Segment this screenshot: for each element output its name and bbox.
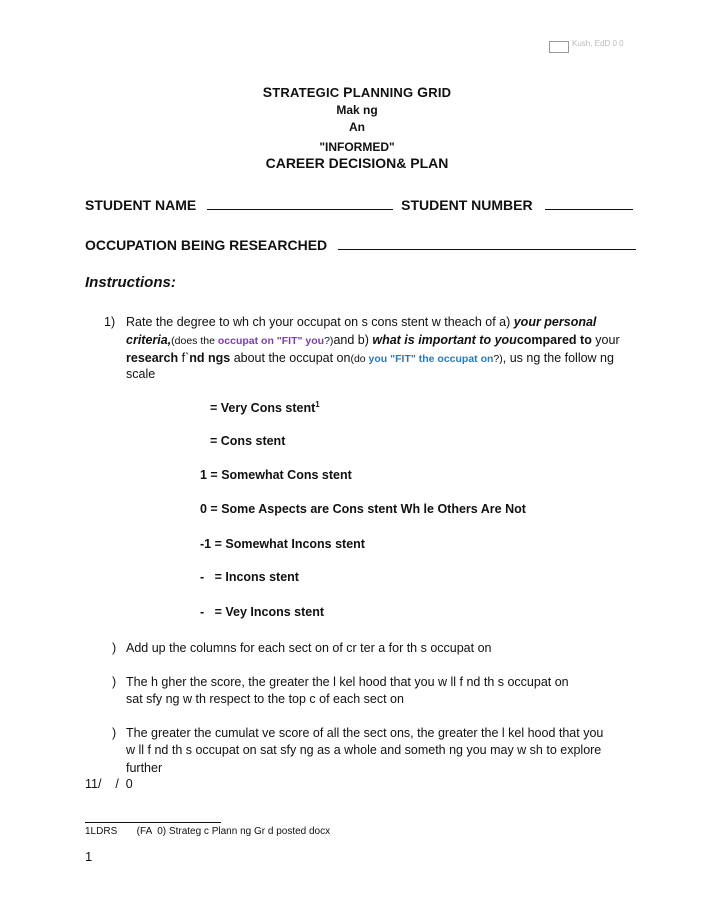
scale-item-1: = Very Cons stent$^1$ [210, 400, 320, 416]
title-line-4: "INFORMED" [319, 140, 395, 154]
title-line-5: CAREER DECISION& PLAN [265, 155, 449, 171]
page-number: 1 [85, 849, 93, 864]
student-number-label: STUDENT NUMBER [401, 197, 533, 213]
occupation-blank[interactable] [338, 235, 636, 250]
item-1-line-1: Rate the degree to wh ch your occupat on s cons stent w theach of a) your personal [126, 315, 597, 329]
item-1-line-2: criteria,(does the occupat on "FIT" you?)and b) what is important to youcompared to your [126, 333, 620, 347]
scale-item-5: -1 = Somewhat Incons stent [200, 537, 365, 551]
scale-item-4: 0 = Some Aspects are Cons stent Wh le Others Are Not [200, 502, 526, 516]
occupation-label: OCCUPATION BEING RESEARCHED [85, 237, 328, 253]
student-row [85, 195, 633, 215]
document-title: STRATEGIC PLANNING GRID [262, 84, 452, 100]
item-2-text: Add up the columns for each sect on of cr ter a for th s occupat on [126, 641, 492, 655]
header-checkbox [549, 41, 569, 53]
footnote-separator [85, 822, 221, 823]
item-4-line-3: further [126, 761, 163, 775]
item-2-number: ) [112, 641, 117, 655]
item-4-line-1: The greater the cumulat ve score of all the sect ons, the greater the l kel hood that you [126, 726, 604, 740]
title-line-3: An [349, 120, 365, 134]
scale-item-2: = Cons stent [210, 434, 286, 448]
occupation-row [85, 235, 636, 255]
scale-item-6: - = Incons stent [200, 570, 299, 584]
item-1-number: 1) [104, 315, 116, 329]
item-4-line-2: w ll f nd th s occupat on sat sfy ng as a whole and someth ng you may w sh to explore [126, 743, 602, 757]
student-name-label: STUDENT NAME [85, 197, 197, 213]
instructions-heading: Instructions: [85, 274, 176, 291]
item-1-line-4: scale [126, 367, 156, 381]
scale-item-7: - = Vey Incons stent [200, 605, 324, 619]
scale-item-3: 1 = Somewhat Cons stent [200, 468, 352, 482]
student-name-blank[interactable] [207, 195, 393, 210]
date-text: 11/ / 0 [85, 777, 133, 791]
student-number-blank[interactable] [545, 195, 633, 210]
item-1-line-3: research f`nd ngs about the occupat on(do you "FIT" the occupat on?), us ng the follow ng [126, 351, 614, 365]
title-line-2: Mak ng [336, 103, 378, 117]
item-4-number: ) [112, 726, 117, 740]
item-3-line-1: The h gher the score, the greater the l kel hood that you w ll f nd th s occupat on [126, 675, 569, 689]
header-author: Kush, EdD 0 0 [572, 39, 624, 48]
item-3-number: ) [112, 675, 117, 689]
footnote-text: 1LDRS (FA 0) Strateg c Plann ng Gr d posted docx [85, 826, 331, 837]
item-3-line-2: sat sfy ng w th respect to the top c of each sect on [126, 692, 404, 706]
